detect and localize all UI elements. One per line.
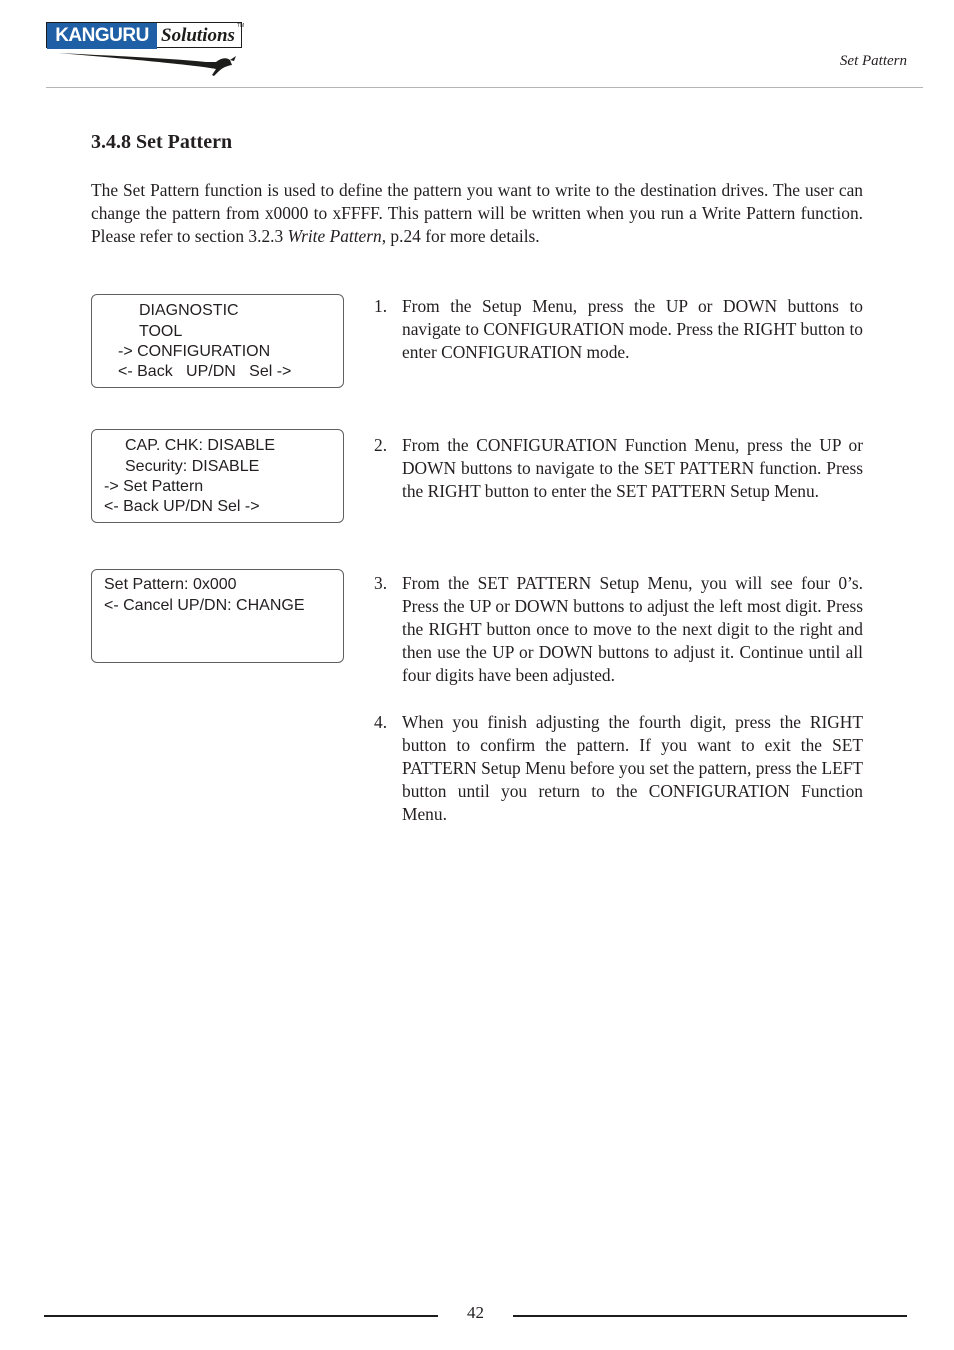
lcd-screen-configuration	[91, 294, 344, 388]
kangaroo-swoosh-icon	[56, 48, 246, 78]
page-number: 42	[467, 1303, 484, 1322]
header-divider	[46, 87, 923, 88]
step-number: 2.	[374, 435, 388, 455]
step-text: From the SET PATTERN Setup Menu, you will see four 0’s. Press the UP or DOWN buttons to adjust the left most digit. Press the RIGHT button once to move to the next digit to the right and then use the UP or DOWN buttons to adjust it. Continue until all four digits have been adjusted.	[402, 573, 863, 685]
lcd-nav-line: <- Back UP/DN Sel ->	[104, 498, 260, 515]
lcd-line: Security: DISABLE	[125, 458, 260, 475]
intro-paragraph	[91, 179, 863, 248]
intro-reference: Write Pattern	[287, 226, 382, 246]
step-text: When you finish adjusting the fourth digit, press the RIGHT button to confirm the pattern. If you want to exit the SET PATTERN Setup Menu before you set the pattern, press the LEFT button until you return to the CONFIGURATION Function Menu.	[402, 712, 863, 824]
logo-brand: KANGURU	[47, 23, 157, 49]
step-item	[374, 295, 863, 364]
logo-frame	[46, 22, 245, 48]
running-head: Set Pattern	[839, 53, 907, 69]
lcd-screen-set-pattern	[91, 569, 344, 663]
lcd-line: DIAGNOSTIC	[139, 302, 239, 319]
lcd-line: Set Pattern: 0x000	[104, 576, 237, 593]
step-text: From the CONFIGURATION Function Menu, press the UP or DOWN buttons to navigate to the SET PATTERN function. Press the RIGHT button to enter the SET PATTERN Setup Menu.	[402, 435, 863, 501]
section-title: 3.4.8 Set Pattern	[91, 131, 233, 153]
lcd-screen-config-menu	[91, 429, 344, 523]
lcd-line: CAP. CHK: DISABLE	[125, 437, 275, 454]
step-number: 3.	[374, 573, 388, 593]
kanguru-solutions-logo	[46, 22, 246, 78]
step-item	[374, 434, 863, 503]
step-item	[374, 711, 863, 826]
logo-trademark: TM	[237, 23, 245, 29]
step-number: 4.	[374, 712, 388, 732]
lcd-nav-line: <- Cancel UP/DN: CHANGE	[104, 597, 305, 614]
footer-rule-right	[513, 1315, 907, 1317]
lcd-line-selected: -> Set Pattern	[104, 478, 204, 495]
lcd-line-selected: -> CONFIGURATION	[118, 343, 271, 360]
step-number: 1.	[374, 296, 388, 316]
footer-rule-left	[44, 1315, 438, 1317]
intro-text: The Set Pattern function is used to define the pattern you want to write to the destination drives. The user can change the pattern from x0000 to xFFFF. This pattern will be written when you run a Write Pattern function. Please refer to section 3.2.3	[91, 180, 863, 246]
lcd-nav-line: <- Back UP/DN Sel ->	[118, 363, 292, 380]
step-item	[374, 572, 863, 687]
intro-text-end: , p.24 for more details.	[381, 226, 540, 246]
step-text: From the Setup Menu, press the UP or DOWN buttons to navigate to CONFIGURATION mode. Press the RIGHT button to enter CONFIGURATION mode.	[402, 296, 863, 362]
lcd-line: TOOL	[139, 323, 183, 340]
logo-tagline: Solutions	[161, 25, 235, 46]
